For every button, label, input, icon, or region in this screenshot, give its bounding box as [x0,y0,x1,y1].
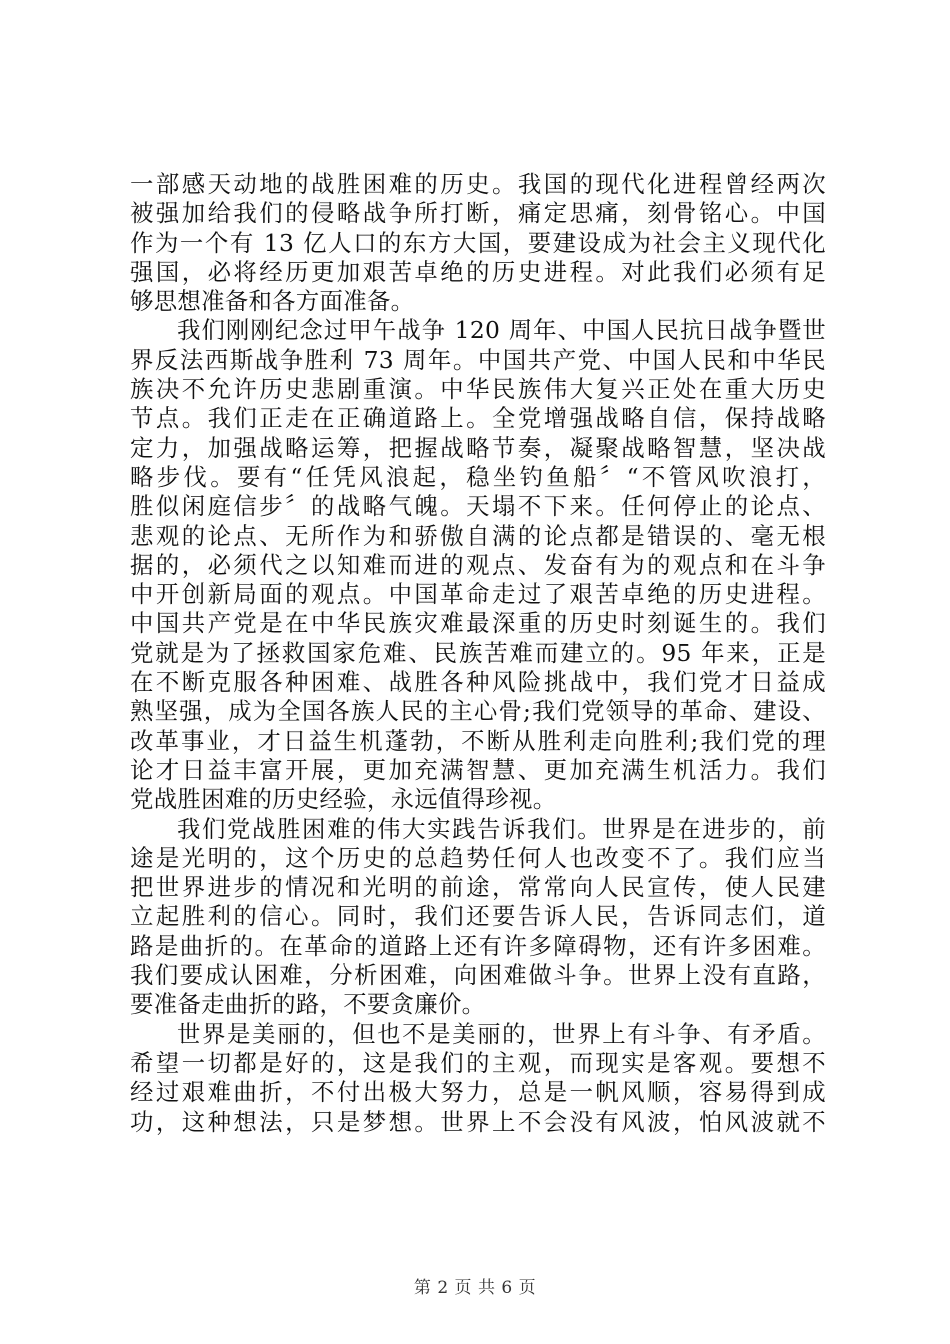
text-line: 够思想准备和各方面准备。 [130,287,415,316]
text-line: 我们刚刚纪念过甲午战争 120 周年、中国人民抗日战争暨世 [177,316,826,345]
text-line: 被强加给我们的侵略战争所打断，痛定思痛，刻骨铭心。中国 [130,199,826,228]
paragraph [130,1020,826,1137]
text-line: 党就是为了拯救国家危难、民族苦难而建立的。95 年来，正是 [130,638,826,667]
text-line: 中开创新局面的观点。中国革命走过了艰苦卓绝的历史进程。 [130,580,826,609]
text-line: 经过艰难曲折，不付出极大努力，总是一帆风顺，容易得到成 [130,1078,826,1107]
paragraph [130,316,826,814]
text-line: 把世界进步的情况和光明的前途，常常向人民宣传，使人民建 [130,873,826,902]
text-line: 胜似闲庭信步〞的战略气魄。天塌不下来。任何停止的论点、 [130,492,826,521]
page-footer: 第 2 页 共 6 页 [413,1278,537,1298]
text-line: 党战胜困难的历史经验，永远值得珍视。 [130,785,557,814]
paragraph [130,815,826,1020]
text-line: 一部感天动地的战胜困难的历史。我国的现代化进程曾经两次 [130,170,826,198]
text-line: 我们要成认困难，分析困难，向困难做斗争。世界上没有直路， [130,961,826,990]
text-line: 悲观的论点、无所作为和骄傲自满的论点都是错误的、毫无根 [130,521,826,550]
text-line: 要准备走曲折的路，不要贪廉价。 [130,990,486,1019]
text-line: 在不断克服各种困难、战胜各种风险挑战中，我们党才日益成 [130,668,826,697]
text-line: 节点。我们正走在正确道路上。全党增强战略自信，保持战略 [130,404,826,433]
text-line: 功，这种想法，只是梦想。世界上不会没有风波，怕风波就不 [130,1107,826,1136]
text-line: 论才日益丰富开展，更加充满智慧、更加充满生机活力。我们 [130,755,826,784]
text-line: 中国共产党是在中华民族灾难最深重的历史时刻诞生的。我们 [130,609,826,638]
text-line: 族决不允许历史悲剧重演。中华民族伟大复兴正处在重大历史 [130,375,826,404]
text-line: 立起胜利的信心。同时，我们还要告诉人民，告诉同志们，道 [130,902,826,931]
document-body [130,170,826,1137]
text-line: 熟坚强，成为全国各族人民的主心骨;我们党领导的革命、建设、 [130,697,826,726]
paragraph [130,170,826,316]
text-line: 强国，必将经历更加艰苦卓绝的历史进程。对此我们必须有足 [130,257,826,286]
text-line: 界反法西斯战争胜利 73 周年。中国共产党、中国人民和中华民 [130,345,826,374]
text-line: 路是曲折的。在革命的道路上还有许多障碍物，还有许多困难。 [130,931,826,960]
text-line: 世界是美丽的，但也不是美丽的，世界上有斗争、有矛盾。 [177,1019,826,1048]
text-line: 据的，必须代之以知难而进的观点、发奋有为的观点和在斗争 [130,550,826,579]
text-line: 改革事业，才日益生机蓬勃，不断从胜利走向胜利;我们党的理 [130,726,826,755]
text-line: 定力，加强战略运筹，把握战略节奏，凝聚战略智慧，坚决战 [130,433,826,462]
text-line: 希望一切都是好的，这是我们的主观，而现实是客观。要想不 [130,1048,826,1077]
text-line: 作为一个有 13 亿人口的东方大国，要建设成为社会主义现代化 [130,228,826,257]
text-line: 途是光明的，这个历史的总趋势任何人也改变不了。我们应当 [130,843,826,872]
text-line: 略步伐。要有“任凭风浪起，稳坐钓鱼船〞“不管风吹浪打， [130,462,826,491]
text-line: 我们党战胜困难的伟大实践告诉我们。世界是在进步的，前 [177,814,826,843]
